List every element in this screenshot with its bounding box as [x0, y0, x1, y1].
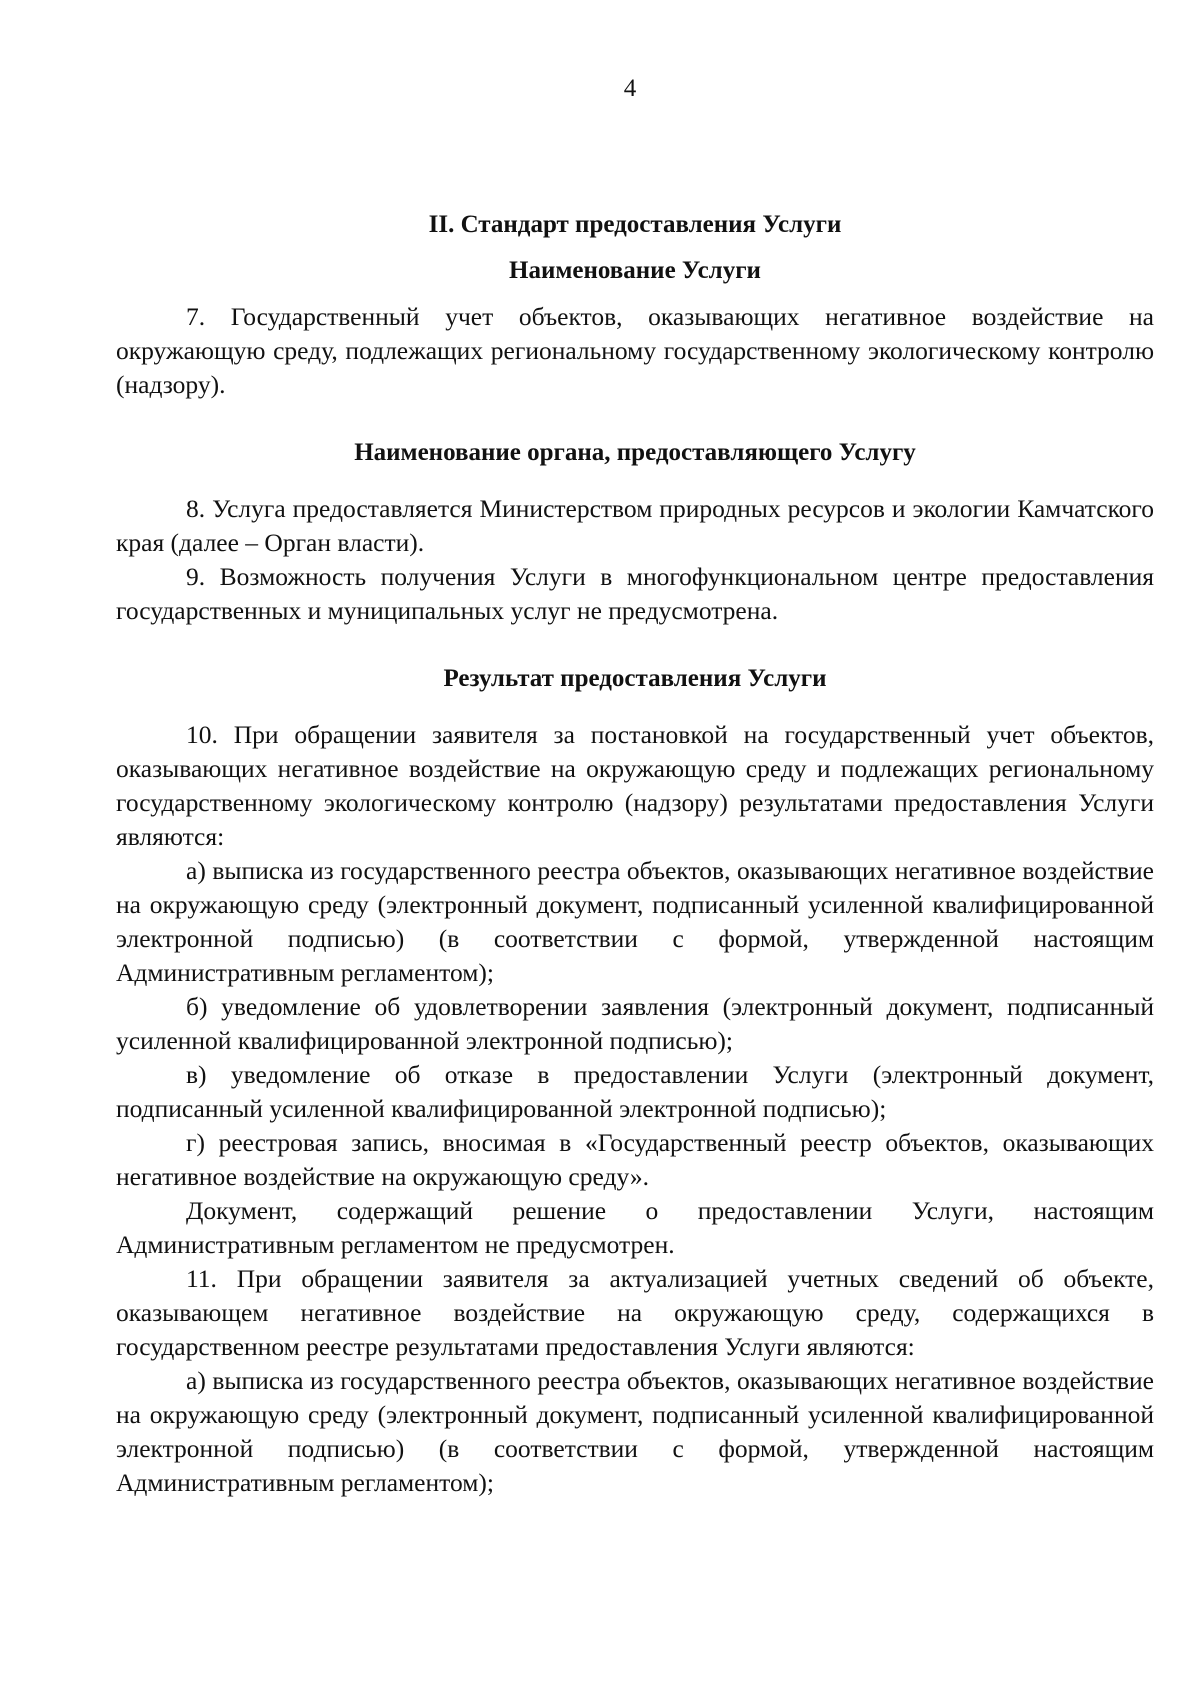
- block-title: Наименование Услуги: [509, 257, 761, 284]
- document-body: [116, 208, 1154, 1500]
- list-item: г) реестровая запись, вносимая в «Государственный реестр объектов, оказывающих негативное воздействие на окружающую среду».: [116, 1128, 1154, 1191]
- paragraph: 11. При обращении заявителя за актуализацией учетных сведений об объекте, оказывающем негативное воздействие на окружающую среду, содержащихся в государственном реестре результатами предоставления Услуги являются:: [116, 1264, 1154, 1361]
- paragraph: 10. При обращении заявителя за постановкой на государственный учет объектов, оказывающих негативное воздействие на окружающую среду и подлежащих региональному государственному экологическому контролю (надзору) результатами предоставления Услуги являются:: [116, 720, 1154, 851]
- paragraph: 7. Государственный учет объектов, оказывающих негативное воздействие на окружающую среду, подлежащих региональному государственному экологическому контролю (надзору).: [116, 302, 1154, 399]
- paragraph: Документ, содержащий решение о предоставлении Услуги, настоящим Административным регламентом не предусмотрен.: [116, 1196, 1154, 1259]
- section-title: II. Стандарт предоставления Услуги: [428, 211, 842, 238]
- list-item: б) уведомление об удовлетворении заявления (электронный документ, подписанный усиленной квалифицированной электронной подписью);: [116, 992, 1154, 1055]
- page-number: 4: [623, 75, 637, 102]
- block-title: Наименование органа, предоставляющего Услугу: [354, 439, 916, 466]
- block-title: Результат предоставления Услуги: [443, 665, 827, 692]
- list-item: а) выписка из государственного реестра объектов, оказывающих негативное воздействие на окружающую среду (электронный документ, подписанный усиленной квалифицированной электронной подписью) (в соответствии с формой, утвержденной настоящим Административным регламентом);: [116, 1366, 1154, 1497]
- list-item: а) выписка из государственного реестра объектов, оказывающих негативное воздействие на окружающую среду (электронный документ, подписанный усиленной квалифицированной электронной подписью) (в соответствии с формой, утвержденной настоящим Административным регламентом);: [116, 856, 1154, 987]
- list-item: в) уведомление об отказе в предоставлении Услуги (электронный документ, подписанный усиленной квалифицированной электронной подписью);: [116, 1060, 1154, 1123]
- paragraph: 9. Возможность получения Услуги в многофункциональном центре предоставления государственных и муниципальных услуг не предусмотрена.: [116, 562, 1154, 625]
- paragraph: 8. Услуга предоставляется Министерством природных ресурсов и экологии Камчатского края (далее – Орган власти).: [116, 494, 1154, 557]
